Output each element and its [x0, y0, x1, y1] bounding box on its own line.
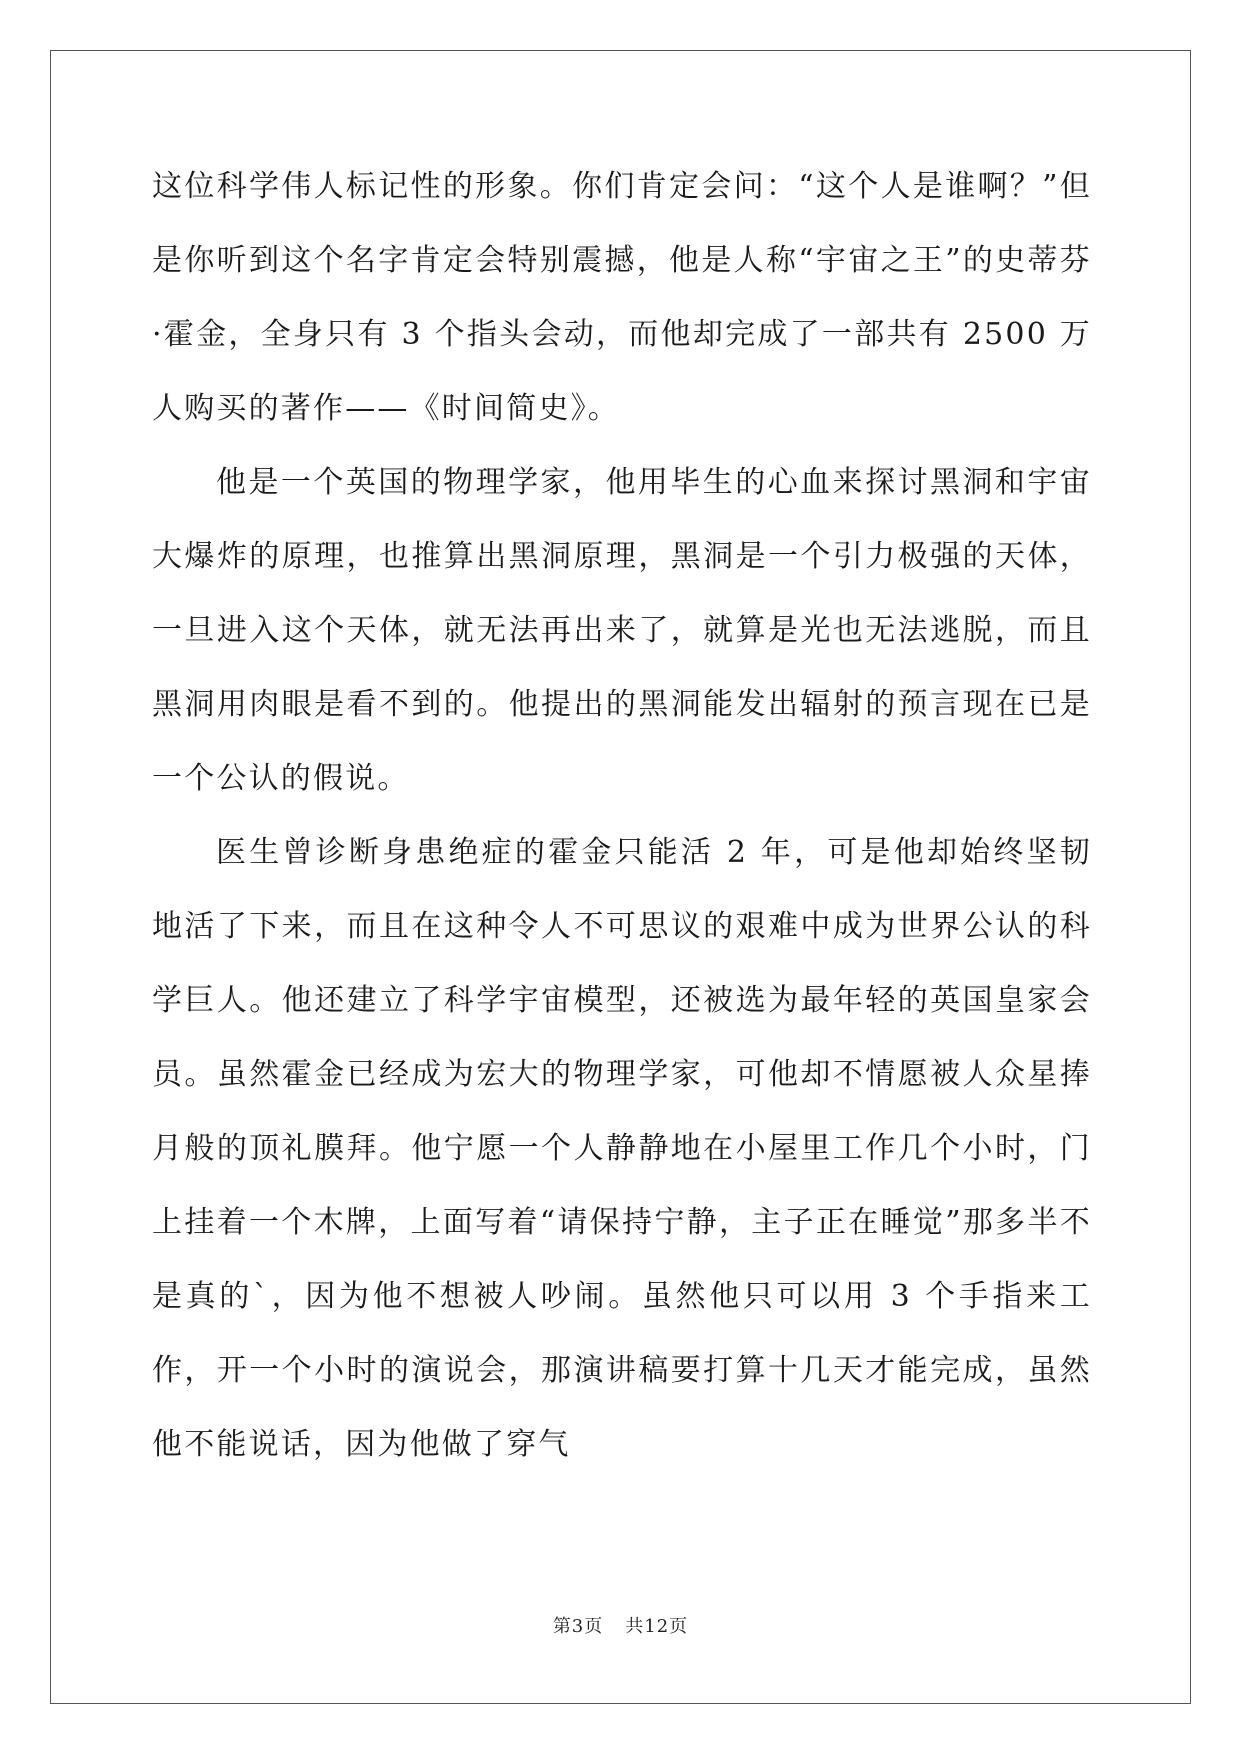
- paragraph-1: 这位科学伟人标记性的形象。你们肯定会问：“这个人是谁啊？”但是你听到这个名字肯定会特别震撼，他是人称“宇宙之王”的史蒂芬·霍金，全身只有 3 个指头会动，而他却完成了一部共有 2500 万人购买的著作——《时间简史》。: [152, 169, 1092, 426]
- page-number-current: 第3页: [552, 1616, 604, 1637]
- page-footer: [0, 1612, 1241, 1638]
- paragraph-3: 医生曾诊断身患绝症的霍金只能活 2 年，可是他却始终坚韧地活了下来，而且在这种令人不可思议的艰难中成为世界公认的科学巨人。他还建立了科学宇宙模型，还被选为最年轻的英国皇家会员。虽然霍金已经成为宏大的物理学家，可他却不情愿被人众星捧月般的顶礼膜拜。他宁愿一个人静静地在小屋里工作几个小时，门上挂着一个木牌，上面写着“请保持宁静，主子正在睡觉”那多半不是真的`，因为他不想被人吵闹。虽然他只可以用 3 个手指来工作，开一个小时的演说会，那演讲稿要打算十几天才能完成，虽然他不能说话，因为他做了穿气: [152, 835, 1092, 1462]
- page-number-total: 共12页: [625, 1616, 689, 1637]
- paragraph-2: 他是一个英国的物理学家，他用毕生的心血来探讨黑洞和宇宙大爆炸的原理，也推算出黑洞原理，黑洞是一个引力极强的天体，一旦进入这个天体，就无法再出来了，就算是光也无法逃脱，而且黑洞用肉眼是看不到的。他提出的黑洞能发出辐射的预言现在已是一个公认的假说。: [152, 465, 1092, 796]
- document-body: [152, 150, 1092, 1482]
